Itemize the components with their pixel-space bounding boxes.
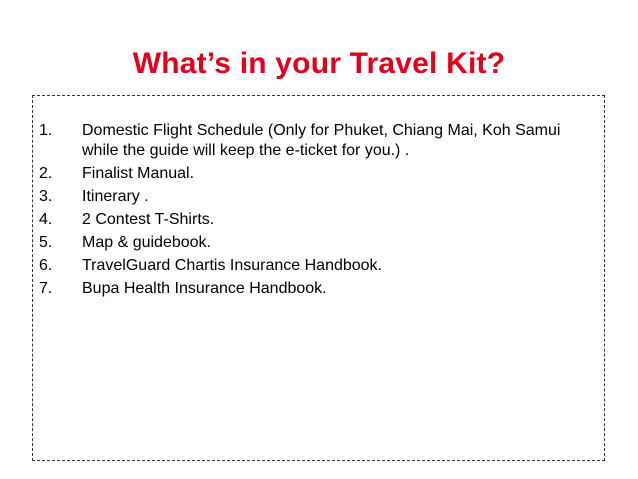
list-item-text: TravelGuard Chartis Insurance Handbook. xyxy=(82,257,382,274)
list-item-number: 6. xyxy=(39,257,53,274)
list-item xyxy=(39,210,599,230)
list-item-number: 7. xyxy=(39,280,53,297)
list-item xyxy=(39,187,599,207)
slide-title: What’s in your Travel Kit? xyxy=(132,47,506,81)
list-item xyxy=(39,164,599,184)
list-item-text: Domestic Flight Schedule (Only for Phuket, Chiang Mai, Koh Samui while the guide will keep the e-ticket for you.) . xyxy=(82,122,561,159)
list-item xyxy=(39,233,599,253)
list-item-number: 5. xyxy=(39,234,53,251)
list-item-text: Finalist Manual. xyxy=(82,165,195,182)
list-item xyxy=(39,256,599,276)
list-item-text: Itinerary . xyxy=(82,188,149,205)
travel-kit-list xyxy=(39,121,599,302)
list-item-number: 3. xyxy=(39,188,53,205)
list-item-number: 1. xyxy=(39,122,53,139)
list-item xyxy=(39,279,599,299)
list-item-number: 2. xyxy=(39,165,53,182)
list-item-text: Map & guidebook. xyxy=(82,234,211,251)
list-item-text: Bupa Health Insurance Handbook. xyxy=(82,280,327,297)
travel-kit-box xyxy=(32,95,605,461)
list-item xyxy=(39,121,599,161)
list-item-text: 2 Contest T-Shirts. xyxy=(82,211,215,228)
list-item-number: 4. xyxy=(39,211,53,228)
